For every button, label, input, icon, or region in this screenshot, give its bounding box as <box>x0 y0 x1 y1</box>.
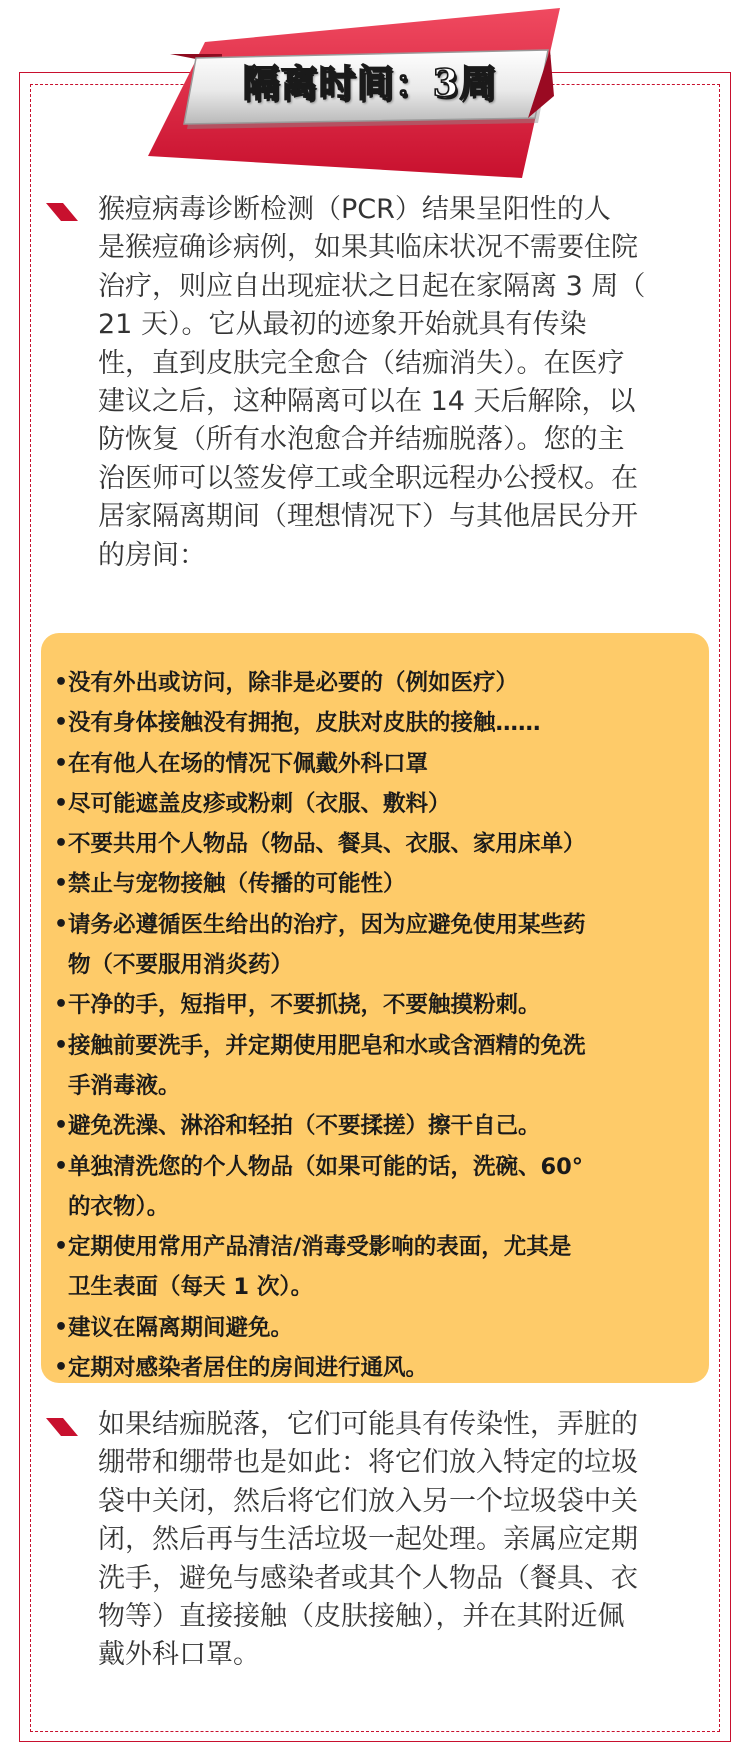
bullet-icon: • <box>54 1234 69 1260</box>
closing-text: 如果结痂脱落，它们可能具有传染性，弄脏的 绷带和绷带也是如此：将它们放入特定的垃圾 袋中关闭，然后将它们放入另一个垃圾袋中关 闭，然后再与生活垃圾一起处理。亲属应定期 洗手，避免与感染者或其个人物品（餐具、衣 物等）直接接触（皮肤接触），并在其附近佩 戴外科口罩。 <box>98 1409 638 1671</box>
list-item-text: 避免洗澡、淋浴和轻拍（不要揉搓）擦干自己。 <box>68 1113 541 1140</box>
list-item-text: 干净的手，短指甲，不要抓挠，不要触摸粉刺。 <box>68 992 541 1019</box>
list-item-text: 没有身体接触没有拥抱，皮肤对皮肤的接触…… <box>68 710 541 737</box>
list-item-text: 接触前要洗手，并定期使用肥皂和水或含酒精的免洗 手消毒液。 <box>68 1032 586 1099</box>
list-item <box>41 1348 709 1388</box>
list-item-text: 禁止与宠物接触（传播的可能性） <box>68 871 406 898</box>
red-parallelogram-icon <box>46 1418 78 1436</box>
list-item-text: 尽可能遮盖皮疹或粉刺（衣服、敷料） <box>68 790 451 817</box>
list-item-text: 定期对感染者居住的房间进行通风。 <box>68 1355 429 1382</box>
bullet-icon: • <box>54 992 69 1018</box>
list-item <box>41 864 709 904</box>
bullet-icon: • <box>54 1113 69 1139</box>
list-item <box>41 824 709 864</box>
bullet-icon: • <box>54 710 69 736</box>
list-item <box>41 784 709 824</box>
bullet-icon: • <box>54 871 69 897</box>
list-item <box>41 663 709 703</box>
precautions-list <box>41 663 709 1388</box>
list-item <box>41 905 709 986</box>
list-item <box>41 1227 709 1308</box>
list-item <box>41 1106 709 1146</box>
list-item-text: 单独清洗您的个人物品（如果可能的话，洗碗、60° 的衣物）。 <box>68 1153 584 1220</box>
list-item <box>41 1147 709 1228</box>
bullet-icon: • <box>54 1153 69 1179</box>
bullet-icon: • <box>54 1355 69 1381</box>
list-item-text: 建议在隔离期间避免。 <box>68 1314 294 1341</box>
list-item <box>41 1026 709 1107</box>
list-item-text: 定期使用常用产品清洁/消毒受影响的表面，尤其是 卫生表面（每天 1 次）。 <box>68 1234 572 1301</box>
bullet-icon: • <box>54 1314 69 1340</box>
list-item-text: 在有他人在场的情况下佩戴外科口罩 <box>68 750 429 777</box>
page-title: 隔离时间：3周 <box>242 61 498 105</box>
list-item <box>41 1308 709 1348</box>
list-item-text: 请务必遵循医生给出的治疗，因为应避免使用某些药 物（不要服用消炎药） <box>68 911 586 979</box>
list-item-text: 不要共用个人物品（物品、餐具、衣服、家用床单） <box>68 831 586 858</box>
bullet-icon: • <box>54 750 69 776</box>
bullet-icon: • <box>54 831 69 857</box>
intro-text: 猴痘病毒诊断检测（PCR）结果呈阳性的人 是猴痘确诊病例，如果其临床状况不需要住院 治疗，则应自出现症状之日起在家隔离 3 周（ 21 天）。它从最初的迹象开始就具有传染 性，直到皮肤完全愈合（结痂消失）。在医疗 建议之后，这种隔离可以在 14 天后解除，以 防恢复（所有水泡愈合并结痂脱落）。您的主 治医师可以签发停工或全职远程办公授权。在 居家隔离期间（理想情况下）与其他居民分开 的房间： <box>98 194 646 571</box>
list-item <box>41 744 709 784</box>
precautions-panel <box>41 633 709 1383</box>
bullet-icon: • <box>54 1032 69 1058</box>
bullet-icon: • <box>54 790 69 816</box>
list-item <box>41 985 709 1025</box>
closing-paragraph <box>98 1406 708 1675</box>
list-item-text: 没有外出或访问，除非是必要的（例如医疗） <box>68 670 519 696</box>
bullet-icon: • <box>54 670 69 695</box>
intro-paragraph <box>98 191 708 575</box>
red-parallelogram-icon <box>46 203 78 221</box>
list-item <box>41 703 709 743</box>
bullet-icon: • <box>54 911 69 937</box>
